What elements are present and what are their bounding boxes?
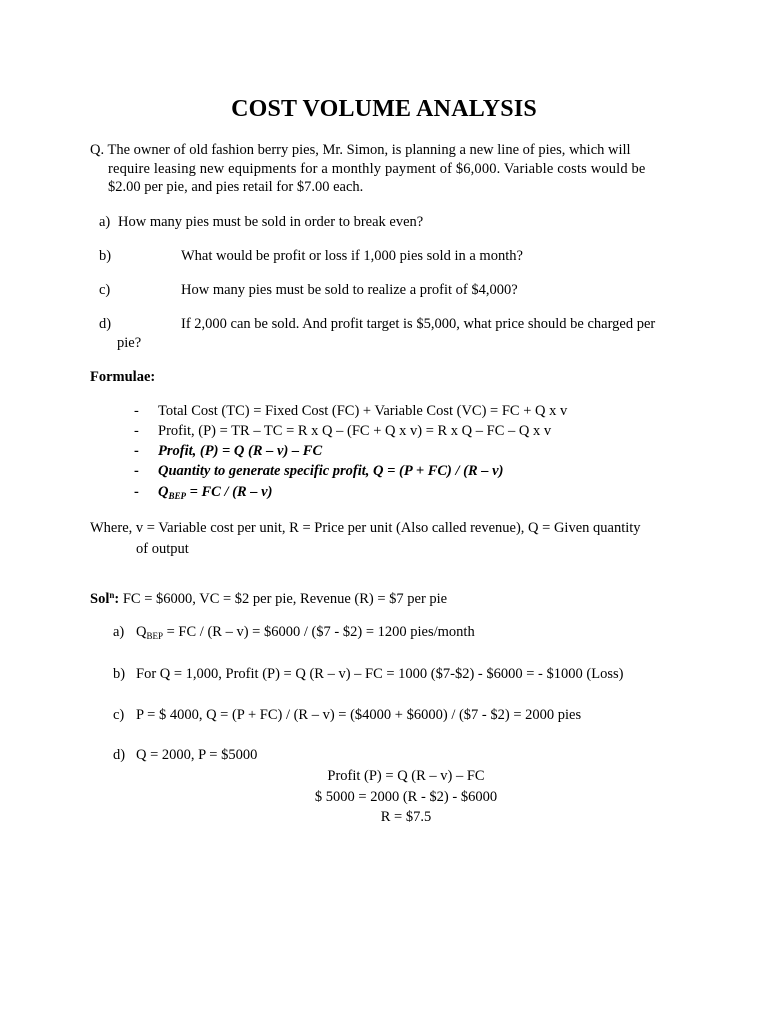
subq-d-label: d) (99, 316, 112, 332)
subq-a-label: a) (99, 214, 111, 230)
solution-intro-text: FC = $6000, VC = $2 per pie, Revenue (R) = $7 per pie (119, 591, 448, 607)
solution-a-q: Q (136, 624, 147, 640)
solution-b-label: b) (113, 666, 126, 682)
question-line-2: require leasing new equipments for a monthly payment of $6,000. Variable costs would be (108, 161, 646, 177)
subq-d-text: If 2,000 can be sold. And profit target is $5,000, what price should be charged per (181, 316, 656, 332)
formula-bullet-4: - (134, 463, 139, 479)
solution-d-line-2: $ 5000 = 2000 (R - $2) - $6000 (314, 789, 498, 805)
formula-bep-q: Q (158, 484, 169, 500)
solution-d-label: d) (113, 747, 126, 763)
subq-b-text: What would be profit or loss if 1,000 pies sold in a month? (181, 248, 523, 264)
formula-bep-rest: = FC / (R – v) (186, 484, 273, 500)
solution-c-text: P = $ 4000, Q = (P + FC) / (R – v) = ($4000 + $6000) / ($7 - $2) = 2000 pies (136, 707, 582, 723)
solution-d-line-1: Profit (P) = Q (R – v) – FC (327, 768, 485, 784)
subq-a-text: How many pies must be sold in order to break even? (118, 214, 424, 230)
question-line-3: $2.00 per pie, and pies retail for $7.00 each. (108, 179, 364, 195)
solution-b-text: For Q = 1,000, Profit (P) = Q (R – v) – FC = 1000 ($7-$2) - $6000 = - $1000 (Loss) (136, 666, 624, 682)
subq-b-label: b) (99, 248, 112, 264)
solution-d-line-3: R = $7.5 (380, 809, 432, 825)
solution-a-text (136, 623, 475, 642)
subq-c-label: c) (99, 282, 111, 298)
solution-a-rest: = FC / (R – v) = $6000 / ($7 - $2) = 1200 pies/month (163, 624, 475, 640)
formulae-heading: Formulae: (90, 369, 156, 385)
solution-label-colon: : (114, 591, 120, 607)
solution-d-text: Q = 2000, P = $5000 (136, 747, 258, 763)
where-line-2: of output (136, 541, 189, 557)
solution-a-subscript: BEP (146, 631, 163, 641)
solution-c-label: c) (113, 707, 125, 723)
subq-d-continuation: pie? (117, 335, 142, 351)
subq-c-text: How many pies must be sold to realize a profit of $4,000? (181, 282, 518, 298)
formula-bep-subscript: BEP (168, 491, 186, 501)
formula-bullet-2: - (134, 423, 139, 439)
formula-bullet-1: - (134, 403, 139, 419)
solution-label: Sol (90, 591, 110, 607)
solution-label-sup: n (109, 590, 115, 600)
formula-quantity-profit: Quantity to generate specific profit, Q = (P + FC) / (R – v) (158, 463, 504, 479)
solution-intro (90, 590, 447, 609)
question-line-1: Q. The owner of old fashion berry pies, Mr. Simon, is planning a new line of pies, which will (90, 142, 631, 158)
formula-bullet-3: - (134, 443, 139, 459)
formula-total-cost: Total Cost (TC) = Fixed Cost (FC) + Variable Cost (VC) = FC + Q x v (158, 403, 568, 419)
formula-bep (158, 483, 272, 502)
formula-profit: Profit, (P) = Q (R – v) – FC (158, 443, 323, 459)
page-title: COST VOLUME ANALYSIS (231, 96, 537, 122)
formula-bullet-5: - (134, 484, 139, 500)
where-line-1: Where, v = Variable cost per unit, R = Price per unit (Also called revenue), Q = Given quantity (90, 520, 641, 536)
solution-a-label: a) (113, 624, 125, 640)
formula-profit-expanded: Profit, (P) = TR – TC = R x Q – (FC + Q x v) = R x Q – FC – Q x v (158, 423, 552, 439)
